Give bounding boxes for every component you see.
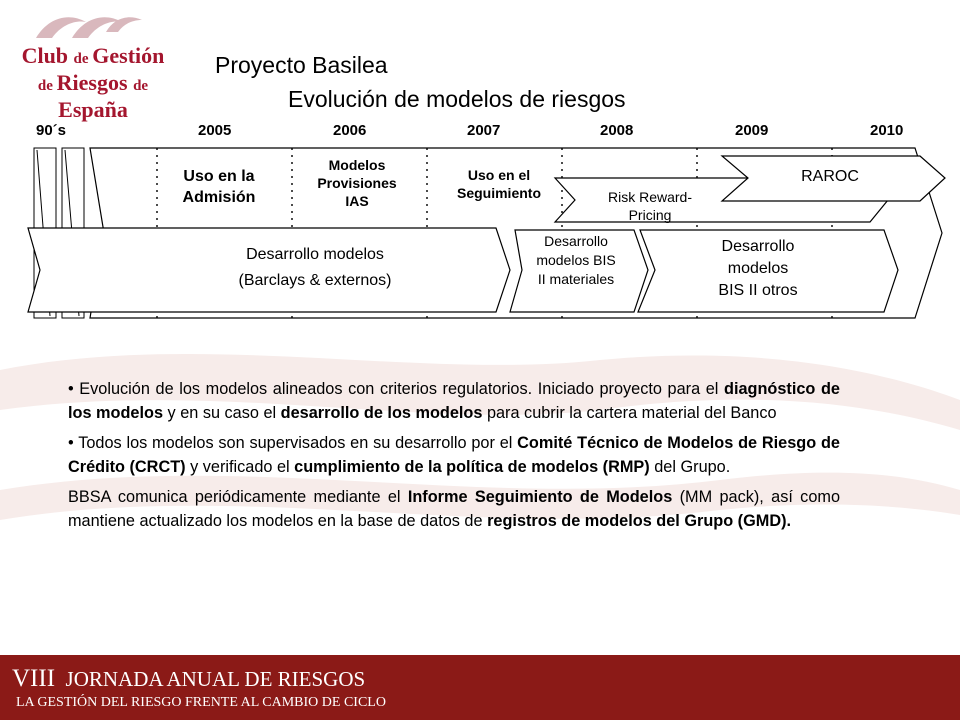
bullet-item: • Todos los modelos son supervisados en su desarrollo por el Comité Técnico de Modelos de Riesgo de Crédito (CRCT) y verificado el cumplimiento de la política de modelos (RMP) del Grupo. [68, 434, 840, 476]
page-subtitle: Evolución de modelos de riesgos [288, 86, 626, 112]
year-label: 2009 [735, 122, 769, 139]
raroc-label: RAROC [801, 168, 859, 185]
risk-reward-label: Risk Reward- Pricing [607, 189, 692, 223]
bullet-item: • Evolución de los modelos alineados con criterios regulatorios. Iniciado proyecto para el diagnóstico de los modelos y en su caso el desarrollo de los modelos para cubrir la cartera material del Banco [68, 380, 840, 422]
modelos-provisiones-label: Modelos Provisiones IAS [317, 157, 397, 209]
footer-band [0, 655, 960, 720]
logo-text: Club de Gestión de Riesgos de España [21, 43, 165, 122]
bullet-item: BBSA comunica periódicamente mediante el Informe Seguimiento de Modelos (MM pack), así como mantiene actualizado los modelos en la base de datos de registros de modelos del Grupo (GMD). [68, 488, 840, 530]
footer-subtitle: LA GESTIÓN DEL RIESGO FRENTE AL CAMBIO DE CICLO [16, 695, 386, 710]
year-label: 2005 [198, 122, 232, 139]
year-label: 2006 [333, 122, 367, 139]
year-label: 2010 [870, 122, 904, 139]
year-label: 2007 [467, 122, 501, 139]
uso-seguimiento-label: Uso en el Seguimiento [456, 167, 541, 201]
year-label: 2008 [600, 122, 634, 139]
barclays-label: Desarrollo modelos (Barclays & externos) [238, 246, 392, 289]
year-label: 90´s [36, 122, 67, 139]
bis-materiales-label: Desarrollo modelos BIS II materiales [536, 233, 616, 287]
footer-title: VIII JORNADA ANUAL DE RIESGOS [12, 665, 366, 692]
logo-birds-icon [28, 8, 148, 44]
bis-otros-label: Desarrollo modelos BIS II otros [718, 238, 798, 299]
bullet-list [68, 378, 840, 540]
uso-admision-label: Uso en la Admisión [182, 168, 256, 206]
page-title: Proyecto Basilea [215, 52, 388, 78]
